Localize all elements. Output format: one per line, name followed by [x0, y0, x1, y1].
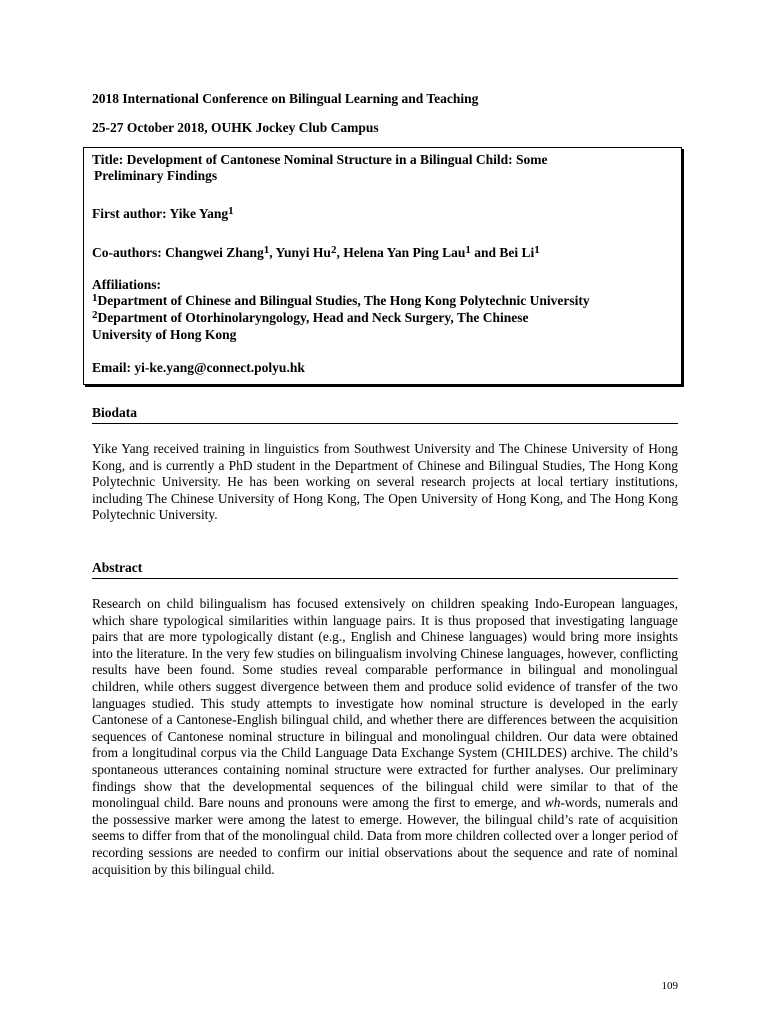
abstract-heading: Abstract	[92, 560, 678, 579]
co-author-1: Co-authors: Changwei Zhang	[92, 245, 264, 260]
co-author-1-mark: 1	[263, 244, 270, 256]
co-author-2: , Yunyi Hu	[269, 245, 331, 260]
co-author-4: and Bei Li	[470, 245, 535, 260]
conference-title: 2018 International Conference on Bilingual Learning and Teaching	[92, 91, 479, 106]
first-author-name: First author: Yike Yang	[92, 206, 229, 221]
co-author-3-mark: 1	[465, 244, 471, 256]
co-author-3: , Helena Yan Ping Lau	[336, 245, 466, 260]
affiliation-1-number: 1	[92, 292, 98, 304]
biodata-paragraph: Yike Yang received training in linguistics from Southwest University and The Chinese University of Hong Kong, and is currently a PhD student in the Department of Chinese and Bilingual Studies, The Hong Kong Polytechnic University. He has been working on several research projects at local tertiary institutions, including The Chinese University of Hong Kong, The Open University of Hong Kong, and The Hong Kong Polytechnic University.	[92, 441, 678, 523]
paper-title-line2: Preliminary Findings	[94, 168, 218, 183]
abstract-paragraph	[92, 596, 678, 878]
biodata-heading: Biodata	[92, 405, 678, 424]
first-author-affiliation-mark: 1	[228, 205, 234, 217]
co-author-4-mark: 1	[534, 244, 540, 256]
paper-title-line1: Title: Development of Cantonese Nominal Structure in a Bilingual Child: Some	[92, 152, 548, 167]
affiliation-2-text: Department of Otorhinolaryngology, Head and Neck Surgery, The Chinese	[97, 310, 529, 325]
affiliation-1	[92, 293, 590, 310]
affiliation-2	[92, 310, 529, 327]
abstract-italic-wh: wh	[544, 795, 561, 811]
affiliation-1-text: Department of Chinese and Bilingual Studies, The Hong Kong Polytechnic University	[97, 293, 590, 308]
contact-email: Email: yi-ke.yang@connect.polyu.hk	[92, 360, 305, 375]
affiliation-2-number: 2	[92, 309, 98, 321]
abstract-text-part1: Research on child bilingualism has focused extensively on children speaking Indo-European languages, which share typological similarities within language pairs. It is thus proposed that investigating language pairs that are more typologically distant (e.g., English and Chinese languages) would bring more insights into the literature. In the very few studies on bilingualism involving Chinese languages, however, conflicting results have been found. Some studies reveal comparable performance in bilingual and monolingual children, while others suggest divergence between them and produce solid evidence of transfer of the two languages studied. This study attempts to investigate how nominal structure is developed in the early Cantonese of a Cantonese-English bilingual child, and whether there are differences between the acquisition sequences of Cantonese nominal structure in bilingual and monolingual children. Our data were obtained from a longitudinal corpus via the Child Language Data Exchange System (CHILDES) archive. The child’s spontaneous utterances containing nominal structure were extracted for further analyses. Our preliminary findings show that the developmental sequences of the bilingual child were similar to that of the monolingual child. Bare nouns and pronouns were among the first to emerge, and	[92, 596, 678, 811]
abstract-text-part2: -words, numerals and the possessive marker were among the latest to emerge. However, the bilingual child’s rate of acquisition seems to differ from that of the monolingual child. Data from more children collected over a longer period of recording sessions are needed to confirm our initial observations about the sequence and rate of nominal acquisition by this bilingual child.	[92, 795, 678, 877]
conference-date-venue: 25-27 October 2018, OUHK Jockey Club Campus	[92, 120, 379, 135]
first-author	[92, 206, 234, 223]
affiliation-2-continued: University of Hong Kong	[92, 327, 237, 342]
affiliations-label: Affiliations:	[92, 277, 161, 292]
page-number: 109	[661, 980, 678, 992]
co-authors	[92, 245, 540, 262]
paper-info-box	[83, 147, 682, 385]
co-author-2-mark: 2	[330, 244, 337, 256]
